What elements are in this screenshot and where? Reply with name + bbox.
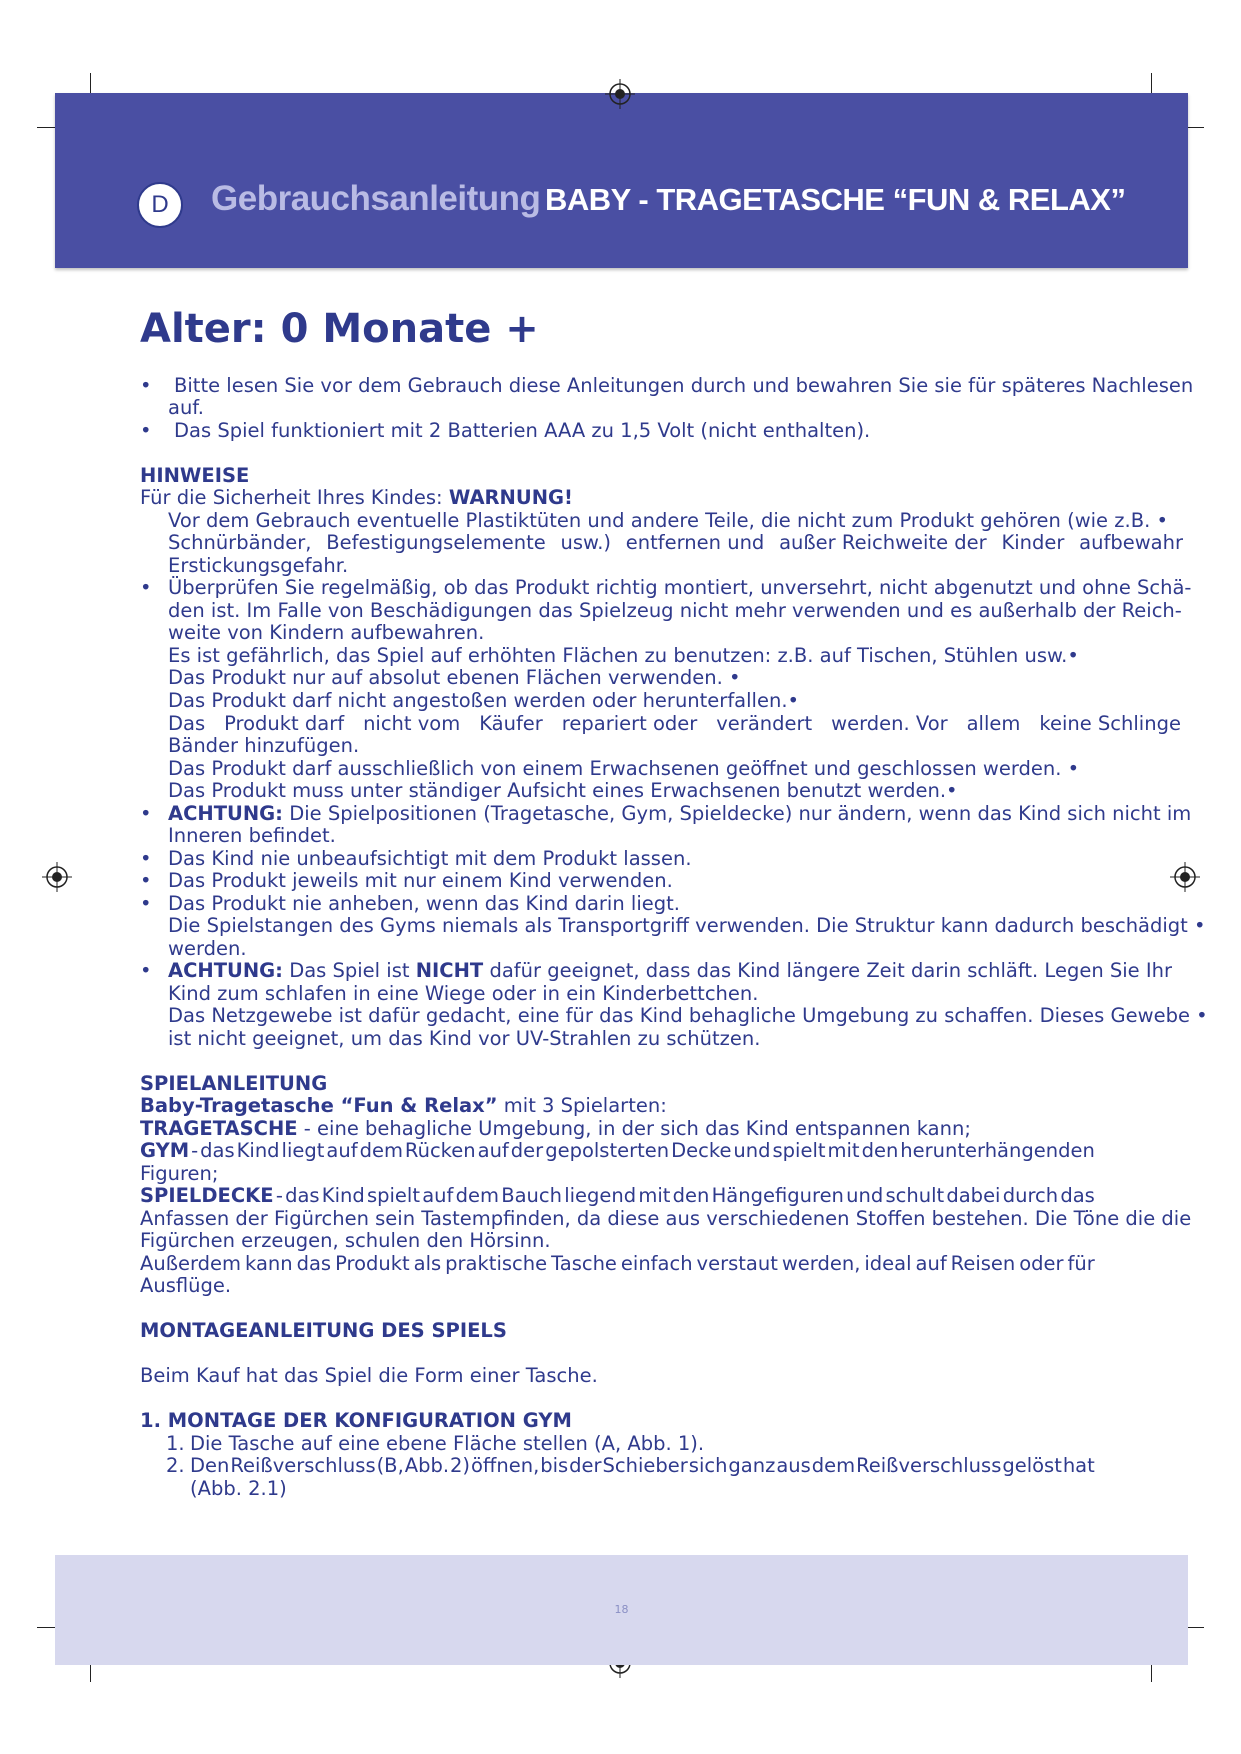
- word: Käufer: [479, 712, 543, 735]
- hinweis-line: Das Produkt darf nicht angestoßen werden oder herunterfallen.•: [168, 689, 800, 712]
- hinweis-line: Das Produkt nie anheben, wenn das Kind darin liegt.: [168, 892, 680, 915]
- tragetasche-term: TRAGETASCHE: [140, 1117, 298, 1140]
- hinweis-line: Es ist gefährlich, das Spiel auf erhöhten Flächen zu benutzen: z.B. auf Tischen, Stühlen usw.•: [168, 644, 1079, 667]
- word: oder: [1019, 1252, 1064, 1275]
- word: Kind: [321, 1184, 365, 1207]
- word: Rücken: [404, 1139, 476, 1162]
- word: auf: [477, 1139, 509, 1162]
- step-text-line-2: (Abb. 2.1): [190, 1477, 287, 1500]
- word: Produkt: [335, 1252, 410, 1275]
- word: für: [1067, 1252, 1095, 1275]
- word: Tasche: [551, 1252, 617, 1275]
- word: dem: [359, 1139, 403, 1162]
- word: spielt: [366, 1184, 420, 1207]
- product-name: Baby-Tragetasche “Fun & Relax”: [140, 1094, 498, 1117]
- hinweis-justified-line: [168, 712, 1181, 735]
- hinweis-line: Das Produkt darf ausschließlich von einem Erwachsenen geöffnet und geschlossen werden. •: [168, 757, 1080, 780]
- word: herunterhängenden: [900, 1139, 1095, 1162]
- spielanleitung-title: SPIELANLEITUNG: [140, 1072, 328, 1095]
- word: 2): [450, 1454, 471, 1477]
- bullet: •: [140, 576, 152, 599]
- word: bis: [540, 1454, 569, 1477]
- word: verstaut: [696, 1252, 778, 1275]
- hinweis-line: weite von Kindern aufbewahren.: [168, 621, 485, 644]
- word: spielt: [772, 1139, 826, 1162]
- ausserdem-line: [140, 1252, 1095, 1275]
- word: Befestigungselemente: [326, 531, 546, 554]
- registration-mark-icon: [1170, 862, 1200, 892]
- hinweis-text: Die Spielpositionen (Tragetasche, Gym, Spieldecke) nur ändern, wenn das Kind sich nicht im: [289, 802, 1192, 825]
- word: mit: [827, 1139, 860, 1162]
- word: usw.): [560, 531, 611, 554]
- bullet: •: [140, 869, 152, 892]
- footer-band: [55, 1555, 1188, 1665]
- language-badge: [137, 182, 183, 228]
- spieldecke-term: SPIELDECKE: [140, 1184, 274, 1207]
- hinweis-line: Überprüfen Sie regelmäßig, ob das Produkt richtig montiert, unversehrt, nicht abgenutzt und ohne Schä-: [168, 576, 1192, 599]
- hinweise-title: HINWEISE: [140, 464, 250, 487]
- nicht-label: NICHT: [415, 959, 484, 982]
- hinweis-line: Bänder hinzufügen.: [168, 734, 360, 757]
- word: Produkt darf: [224, 712, 345, 735]
- word: durch: [1002, 1184, 1059, 1207]
- word: dem: [811, 1454, 856, 1477]
- hinweis-line: Das Kind nie unbeaufsichtigt mit dem Produkt lassen.: [168, 847, 692, 870]
- header-title: Gebrauchsanleitung: [211, 179, 541, 218]
- step-number: 2.: [166, 1454, 185, 1477]
- word: als: [413, 1252, 442, 1275]
- word: einfach: [620, 1252, 693, 1275]
- word: repariert oder: [561, 712, 698, 735]
- hinweis-justified-line: [168, 531, 1183, 554]
- word: nicht vom: [363, 712, 461, 735]
- spieldecke-line-3: Figürchen erzeugen, schulen den Hörsinn.: [140, 1229, 551, 1252]
- gym-term: GYM: [140, 1139, 190, 1162]
- word: liegend: [564, 1184, 637, 1207]
- word: aufbewahr: [1079, 531, 1183, 554]
- safety-line: [140, 486, 573, 509]
- word: -: [191, 1139, 199, 1162]
- header-product-name: BABY - TRAGETASCHE “FUN & RELAX”: [545, 182, 1126, 217]
- word: praktische: [445, 1252, 548, 1275]
- word: der: [569, 1454, 602, 1477]
- page-number: 18: [614, 1603, 629, 1616]
- hinweis-line: werden.: [168, 937, 247, 960]
- hinweis-line: [168, 802, 1191, 825]
- word: Hängefiguren: [711, 1184, 844, 1207]
- word: den: [672, 1184, 710, 1207]
- language-badge-label: D: [151, 191, 169, 218]
- word: hat: [1062, 1454, 1095, 1477]
- safety-warning: WARNUNG!: [448, 486, 573, 509]
- word: das: [296, 1252, 332, 1275]
- hinweis-line: Inneren befindet.: [168, 824, 336, 847]
- product-suffix: mit 3 Spielarten:: [497, 1094, 667, 1117]
- word: auf: [326, 1139, 358, 1162]
- step-text: [190, 1454, 1095, 1477]
- word: Bauch: [501, 1184, 562, 1207]
- montage-intro: Beim Kauf hat das Spiel die Form einer Tasche.: [140, 1364, 598, 1387]
- hinweis-line: [168, 959, 1172, 982]
- word: dabei: [946, 1184, 1001, 1207]
- registration-mark-icon: [605, 79, 635, 109]
- word: dem: [455, 1184, 499, 1207]
- word: das: [1060, 1184, 1095, 1207]
- hinweis-line: Vor dem Gebrauch eventuelle Plastiktüten und andere Teile, die nicht zum Produkt gehören (wie z.B. •: [168, 509, 1168, 532]
- word: verändert: [716, 712, 813, 735]
- hinweis-line: Das Produkt muss unter ständiger Aufsicht eines Erwachsenen benutzt werden.•: [168, 779, 958, 802]
- safety-prefix: Für die Sicherheit Ihres Kindes:: [140, 486, 449, 509]
- bullet: •: [140, 419, 152, 442]
- hinweis-line: Das Netzgewebe ist dafür gedacht, eine für das Kind behagliche Umgebung zu schaffen. Dieses Gewebe •: [168, 1004, 1208, 1027]
- word: gepolsterten: [545, 1139, 670, 1162]
- product-line: [140, 1094, 667, 1117]
- word: Reißverschluss: [856, 1454, 1002, 1477]
- word: und: [733, 1139, 771, 1162]
- hinweis-line: den ist. Im Falle von Beschädigungen das Spielzeug nicht mehr verwenden und es außerhalb der Reich-: [168, 599, 1182, 622]
- word: keine Schlinge: [1039, 712, 1181, 735]
- word: Kinder: [1001, 531, 1065, 554]
- word: auf: [422, 1184, 454, 1207]
- step-number: 1.: [166, 1432, 185, 1455]
- word: das: [285, 1184, 320, 1207]
- bullet: •: [140, 847, 152, 870]
- montage-title: MONTAGEANLEITUNG DES SPIELS: [140, 1319, 507, 1342]
- word: ideal: [864, 1252, 912, 1275]
- hinweis-line: Kind zum schlafen in eine Wiege oder in ein Kinderbettchen.: [168, 982, 759, 1005]
- gym-line-2: Figuren;: [140, 1162, 219, 1185]
- word: kann: [245, 1252, 293, 1275]
- intro-line: Bitte lesen Sie vor dem Gebrauch diese Anleitungen durch und bewahren Sie sie für späteres Nachlesen: [174, 374, 1194, 397]
- word: das: [200, 1139, 235, 1162]
- hinweis-line: Die Spielstangen des Gyms niemals als Transportgriff verwenden. Die Struktur kann dadurch beschädigt •: [168, 914, 1206, 937]
- word: sich: [688, 1454, 728, 1477]
- word: den: [861, 1139, 899, 1162]
- word: Abb.: [404, 1454, 450, 1477]
- header-band: [55, 93, 1188, 268]
- word: der: [510, 1139, 544, 1162]
- word: Das: [168, 712, 206, 735]
- word: Schieber: [602, 1454, 688, 1477]
- word: entfernen und: [625, 531, 765, 554]
- word: Außerdem: [140, 1252, 242, 1275]
- bullet: •: [140, 802, 152, 825]
- spieldecke-line-2: Anfassen der Figürchen sein Tastempfinden, da diese aus verschiedenen Stoffen bestehen. Die Töne die die: [140, 1207, 1192, 1230]
- spieldecke-line: [140, 1184, 1095, 1207]
- word: Reißverschluss: [230, 1454, 376, 1477]
- tragetasche-line: [140, 1117, 971, 1140]
- word: allem: [966, 712, 1021, 735]
- word: Decke: [671, 1139, 732, 1162]
- age-heading: Alter: 0 Monate +: [140, 306, 539, 352]
- word: -: [275, 1184, 283, 1207]
- ausserdem-line-2: Ausflüge.: [140, 1274, 232, 1297]
- word: werden,: [781, 1252, 861, 1275]
- intro-line: Das Spiel funktioniert mit 2 Batterien AAA zu 1,5 Volt (nicht enthalten).: [174, 419, 871, 442]
- step-text: Die Tasche auf eine ebene Fläche stellen (A, Abb. 1).: [190, 1432, 705, 1455]
- word: Kind: [236, 1139, 280, 1162]
- achtung-label: ACHTUNG:: [168, 802, 283, 825]
- word: (B,: [376, 1454, 404, 1477]
- hinweis-line: Erstickungsgefahr.: [168, 554, 349, 577]
- registration-mark-icon: [42, 862, 72, 892]
- word: werden. Vor: [831, 712, 948, 735]
- hinweis-line: Das Produkt nur auf absolut ebenen Flächen verwenden. •: [168, 666, 741, 689]
- word: aus: [776, 1454, 811, 1477]
- bullet: •: [140, 374, 152, 397]
- hinweis-line: Das Produkt jeweils mit nur einem Kind verwenden.: [168, 869, 673, 892]
- word: liegt: [281, 1139, 325, 1162]
- word: öffnen,: [470, 1454, 540, 1477]
- bullet: •: [140, 959, 152, 982]
- bullet: •: [140, 892, 152, 915]
- tragetasche-text: - eine behagliche Umgebung, in der sich das Kind entspannen kann;: [297, 1117, 971, 1140]
- word: Reisen: [950, 1252, 1016, 1275]
- achtung-label: ACHTUNG:: [168, 959, 283, 982]
- word: Den: [190, 1454, 230, 1477]
- word: schult: [885, 1184, 945, 1207]
- word: und: [846, 1184, 884, 1207]
- hinweis-text: Das Spiel ist: [289, 959, 416, 982]
- intro-line: auf.: [168, 396, 204, 419]
- gym-line: [140, 1139, 1095, 1162]
- word: Schnürbänder,: [168, 531, 312, 554]
- word: gelöst: [1002, 1454, 1062, 1477]
- word: ganz: [728, 1454, 776, 1477]
- word: auf: [915, 1252, 947, 1275]
- montage-section-title: 1. MONTAGE DER KONFIGURATION GYM: [140, 1409, 572, 1432]
- word: außer Reichweite der: [779, 531, 987, 554]
- word: mit: [638, 1184, 671, 1207]
- hinweis-line: ist nicht geeignet, um das Kind vor UV-Strahlen zu schützen.: [168, 1027, 761, 1050]
- hinweis-text: dafür geeignet, dass das Kind längere Zeit darin schläft. Legen Sie Ihr: [489, 959, 1173, 982]
